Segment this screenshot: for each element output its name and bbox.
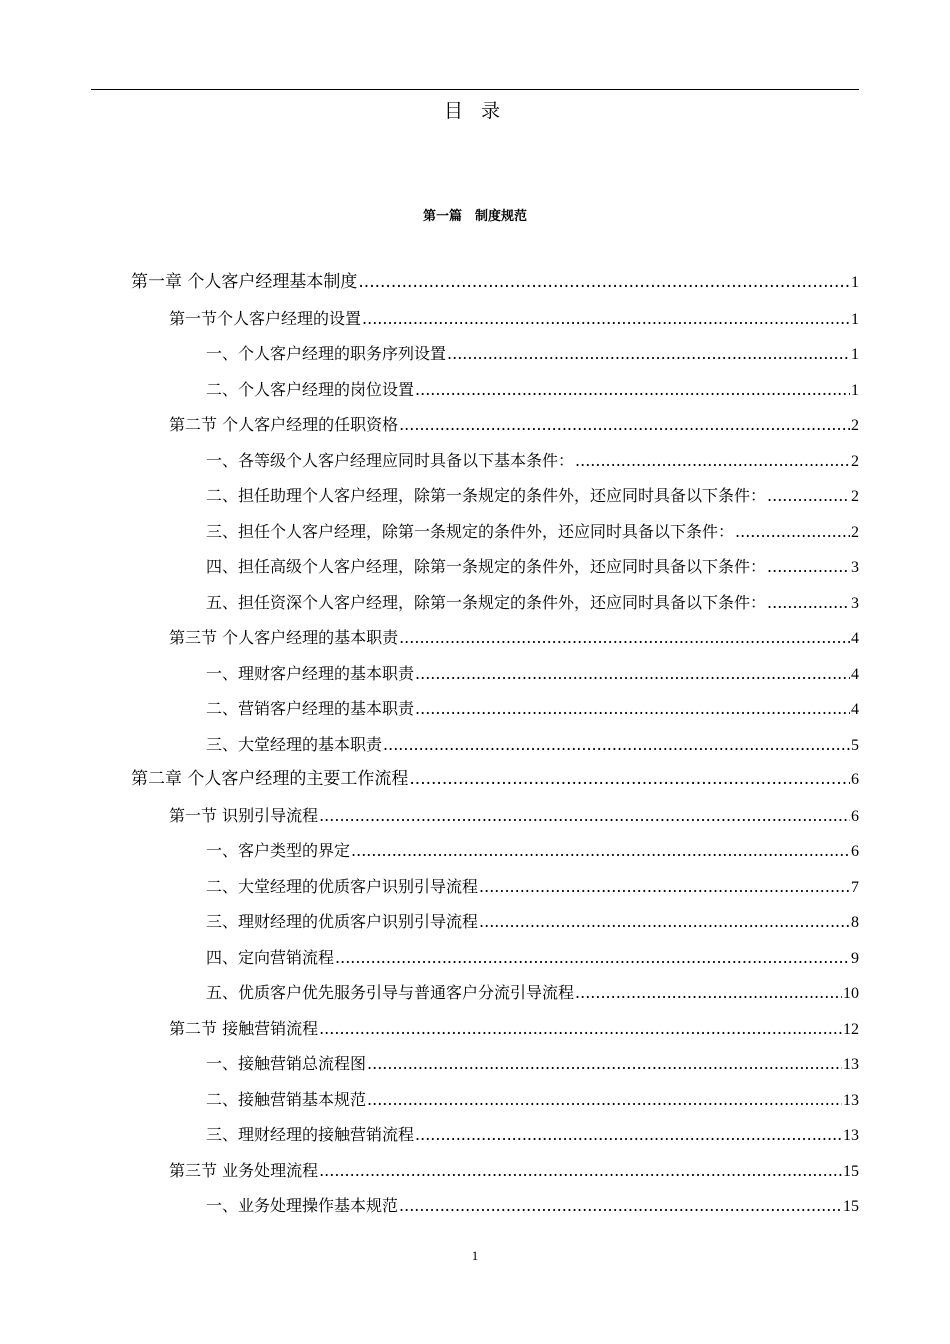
toc-entry-page: 4	[851, 665, 859, 683]
toc-dot-leader	[358, 265, 850, 300]
toc-dot-leader	[415, 1117, 842, 1152]
toc-entry-level-3[interactable]	[206, 1046, 859, 1081]
part-title: 第一篇 制度规范	[422, 209, 527, 224]
toc-entry-label: 一、客户类型的界定	[206, 841, 351, 860]
toc-entry-level-3[interactable]	[206, 1117, 859, 1152]
toc-entry-label: 二、营销客户经理的基本职责	[206, 699, 415, 718]
toc-entry-label: 二、个人客户经理的岗位设置	[206, 379, 415, 399]
toc-entry-level-3[interactable]	[206, 1082, 859, 1117]
toc-entry-level-3[interactable]	[206, 443, 859, 478]
toc-entry-label: 三、理财经理的接触营销流程	[206, 1125, 415, 1144]
toc-dot-leader	[399, 1188, 842, 1223]
toc-entry-level-3[interactable]	[206, 478, 859, 513]
toc-entry-level-3[interactable]	[206, 656, 859, 691]
toc-entry-label: 第三节 个人客户经理的基本职责	[169, 628, 399, 647]
toc-entry-label: 第一节 识别引导流程	[169, 805, 319, 825]
toc-dot-leader	[399, 407, 850, 442]
toc-entry-page: 13	[843, 1127, 859, 1144]
toc-entry-page: 10	[843, 985, 859, 1002]
toc-entry-page: 5	[851, 736, 859, 754]
toc-entry-page: 3	[851, 559, 859, 576]
toc-dot-leader	[415, 656, 850, 691]
toc-entry-label: 第一节个人客户经理的设置	[169, 308, 362, 328]
toc-entry-page: 6	[851, 807, 859, 825]
toc-entry-level-2[interactable]	[169, 620, 859, 655]
toc-entry-page: 2	[851, 452, 859, 470]
toc-entry-label: 一、业务处理操作基本规范	[206, 1196, 399, 1215]
toc-entry-page: 6	[851, 843, 859, 860]
toc-dot-leader	[367, 1082, 842, 1117]
toc-entry-page: 15	[843, 1198, 859, 1215]
toc-dot-leader	[319, 1153, 842, 1188]
toc-entry-level-1[interactable]	[131, 265, 859, 300]
toc-entry-label: 三、大堂经理的基本职责	[206, 734, 383, 754]
toc-dot-leader	[319, 1011, 842, 1046]
page-number: 1	[471, 1248, 479, 1263]
toc-entry-page: 9	[851, 949, 859, 967]
toc-dot-leader	[319, 798, 850, 833]
toc-entry-label: 第二节 个人客户经理的任职资格	[169, 415, 399, 434]
toc-dot-leader	[575, 443, 850, 478]
toc-dot-leader	[367, 1046, 842, 1081]
toc-entry-label: 四、定向营销流程	[206, 947, 335, 967]
toc-entry-label: 二、担任助理个人客户经理，除第一条规定的条件外，还应同时具备以下条件：	[206, 486, 767, 505]
toc-entry-page: 8	[851, 914, 859, 931]
toc-entry-level-3[interactable]	[206, 549, 859, 584]
toc-dot-leader	[767, 549, 850, 584]
toc-entry-label: 二、大堂经理的优质客户识别引导流程	[206, 876, 479, 896]
toc-dot-leader	[735, 514, 850, 549]
toc-entry-level-3[interactable]	[206, 585, 859, 620]
toc-entry-label: 一、接触营销总流程图	[206, 1054, 367, 1073]
toc-entry-label: 五、担任资深个人客户经理，除第一条规定的条件外，还应同时具备以下条件：	[206, 592, 767, 612]
toc-dot-leader	[415, 691, 850, 726]
toc-entry-page: 1	[851, 310, 859, 328]
toc-entry-page: 7	[851, 878, 859, 896]
toc-dot-leader	[447, 336, 850, 371]
toc-dot-leader	[575, 975, 842, 1010]
toc-entry-level-3[interactable]	[206, 691, 859, 726]
toc-entry-level-3[interactable]	[206, 336, 859, 371]
toc-entry-label: 第三节 业务处理流程	[169, 1160, 319, 1180]
toc-entry-level-3[interactable]	[206, 514, 859, 549]
toc-entry-page: 4	[851, 701, 859, 718]
toc-entry-level-2[interactable]	[169, 1153, 859, 1188]
toc-entry-page: 2	[851, 523, 859, 541]
toc-entry-label: 一、各等级个人客户经理应同时具备以下基本条件：	[206, 450, 575, 470]
toc-dot-leader	[351, 833, 850, 868]
toc-entry-page: 4	[851, 630, 859, 647]
toc-entry-label: 一、个人客户经理的职务序列设置	[206, 344, 447, 363]
toc-entry-label: 第二章 个人客户经理的主要工作流程	[131, 769, 409, 789]
toc-entry-level-3[interactable]	[206, 1188, 859, 1223]
toc-dot-leader	[479, 869, 850, 904]
toc-entry-page: 1	[851, 381, 859, 399]
header-rule	[91, 89, 859, 90]
toc-dot-leader	[335, 940, 850, 975]
toc-entry-level-3[interactable]	[206, 904, 859, 939]
toc-entry-level-3[interactable]	[206, 869, 859, 904]
toc-dot-leader	[362, 301, 850, 336]
toc-entry-page: 13	[843, 1056, 859, 1073]
page-title: 目 录	[443, 100, 507, 122]
toc-entry-label: 三、担任个人客户经理，除第一条规定的条件外，还应同时具备以下条件：	[206, 521, 735, 541]
toc-dot-leader	[383, 727, 850, 762]
toc-entry-level-1[interactable]	[131, 762, 859, 797]
toc-entry-page: 2	[851, 488, 859, 505]
toc-entry-level-2[interactable]	[169, 407, 859, 442]
toc-entry-level-2[interactable]	[169, 301, 859, 336]
toc-entry-label: 一、理财客户经理的基本职责	[206, 663, 415, 683]
toc-dot-leader	[767, 478, 850, 513]
toc-entry-label: 第一章 个人客户经理基本制度	[131, 272, 358, 292]
toc-entry-page: 1	[851, 346, 859, 363]
toc-entry-page: 12	[843, 1020, 859, 1038]
toc-entry-level-3[interactable]	[206, 727, 859, 762]
toc-entry-page: 6	[851, 771, 859, 788]
toc-dot-leader	[415, 372, 850, 407]
toc-entry-label: 二、接触营销基本规范	[206, 1089, 367, 1109]
toc-dot-leader	[399, 620, 850, 655]
toc-entry-label: 三、理财经理的优质客户识别引导流程	[206, 912, 479, 931]
toc-dot-leader	[767, 585, 850, 620]
toc-entry-level-3[interactable]	[206, 833, 859, 868]
toc-entry-label: 四、担任高级个人客户经理，除第一条规定的条件外，还应同时具备以下条件：	[206, 557, 767, 576]
toc-entry-page: 2	[851, 417, 859, 434]
toc-entry-level-2[interactable]	[169, 1011, 859, 1046]
toc-entry-page: 13	[843, 1091, 859, 1109]
toc-dot-leader	[479, 904, 850, 939]
toc-entry-label: 五、优质客户优先服务引导与普通客户分流引导流程	[206, 983, 575, 1002]
toc-entry-label: 第二节 接触营销流程	[169, 1018, 319, 1038]
toc-entry-page: 1	[851, 274, 859, 291]
toc-entry-page: 3	[851, 594, 859, 612]
toc-entry-level-3[interactable]	[206, 975, 859, 1010]
toc-entry-level-3[interactable]	[206, 372, 859, 407]
toc-entry-level-3[interactable]	[206, 940, 859, 975]
toc-dot-leader	[409, 762, 850, 797]
toc-entry-level-2[interactable]	[169, 798, 859, 833]
toc-entry-page: 15	[843, 1162, 859, 1180]
